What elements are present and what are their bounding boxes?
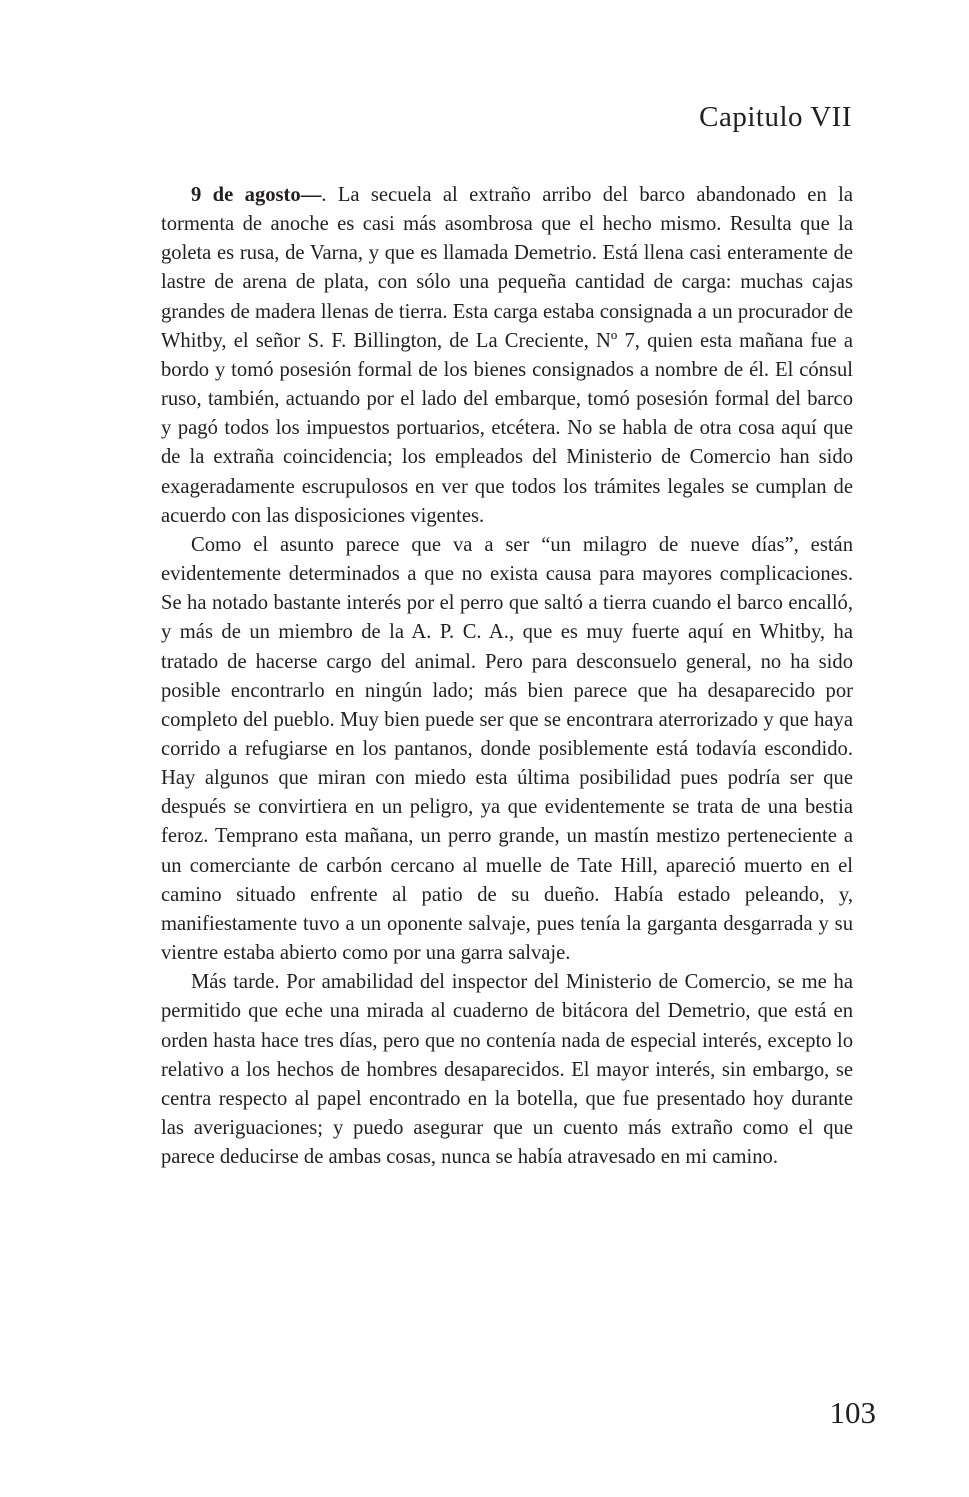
page-number: 103 xyxy=(829,1395,876,1430)
entry-date: 9 de agosto— xyxy=(191,184,322,206)
paragraph-text: . La secuela al extraño arribo del barco abandonado en la tormenta de anoche es casi más asombrosa que el hecho mismo. Resulta que la goleta es rusa, de Varna, y que es llamada Demetrio. Está llena casi enteramente de lastre de arena de plata, con sólo una pequeña cantidad de carga: muchas cajas grandes de madera llenas de tierra. Esta carga estaba consignada a un procurador de Whitby, el señor S. F. Billington, de La Creciente, Nº 7, quien esta mañana fue a bordo y tomó posesión formal de los bienes consignados a nombre de él. El cónsul ruso, también, actuando por el lado del embarque, tomó posesión formal del barco y pagó todos los impuestos portuarios, etcétera. No se habla de otra cosa aquí que de la extraña coincidencia; los empleados del Ministerio de Comercio han sido exageradamente escrupulosos en ver que todos los trámites legales se cumplan de acuerdo con las disposiciones vigentes. xyxy=(161,184,853,527)
paragraph: Como el asunto parece que va a ser “un milagro de nueve días”, están evidentemente determinados a que no exista causa para mayores complicaciones. Se ha notado bastante interés por el perro que saltó a tierra cuando el barco encalló, y más de un miembro de la A. P. C. A., que es muy fuerte aquí en Whitby, ha tratado de hacerse cargo del animal. Pero para desconsuelo general, no ha sido posible encontrarlo en ningún lado; más bien parece que ha desaparecido por completo del pueblo. Muy bien puede ser que se encontrara aterrorizado y que haya corrido a refugiarse en los pantanos, donde posiblemente está todavía escondido. Hay algunos que miran con miedo esta última posibilidad pues podría ser que después se convirtiera en un peligro, ya que evidentemente se trata de una bestia feroz. Temprano esta mañana, un perro grande, un mastín mestizo perteneciente a un comerciante de carbón cercano al muelle de Tate Hill, apareció muerto en el camino situado enfrente al patio de su dueño. Había estado peleando, y, manifiestamente tuvo a un oponente salvaje, pues tenía la garganta desgarrada y su vientre estaba abierto como por una garra salvaje. xyxy=(161,533,853,965)
paragraph: Más tarde. Por amabilidad del inspector del Ministerio de Comercio, se me ha permitido que eche una mirada al cuaderno de bitácora del Demetrio, que está en orden hasta hace tres días, pero que no contenía nada de especial interés, excepto lo relativo a los hechos de hombres desaparecidos. El mayor interés, sin embargo, se centra respecto al papel encontrado en la botella, que fue presentado hoy durante las averiguaciones; y puedo asegurar que un cuento más extraño como el que parece deducirse de ambas cosas, nunca se había atravesado en mi camino. xyxy=(161,971,853,1169)
body-text xyxy=(161,181,853,1172)
paragraph xyxy=(161,181,853,531)
chapter-title: Capitulo VII xyxy=(699,101,852,133)
